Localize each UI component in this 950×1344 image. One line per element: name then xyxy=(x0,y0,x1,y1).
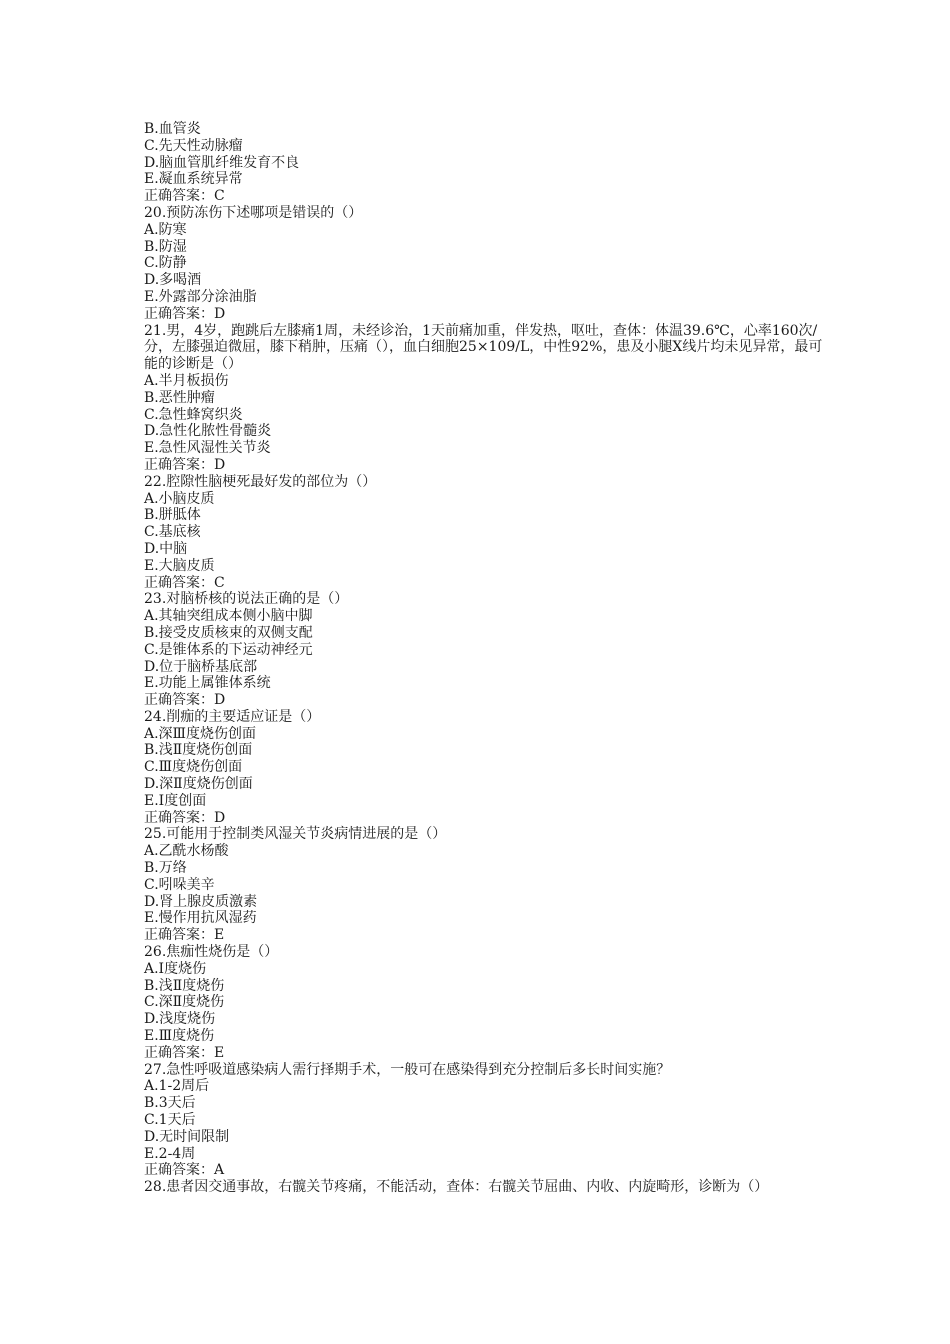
answer-option: A.Ⅰ度烧伤 xyxy=(144,960,207,977)
answer-option: D.无时间限制 xyxy=(144,1128,230,1145)
answer-option: E.2-4周 xyxy=(144,1145,196,1162)
answer-option: C.急性蜂窝织炎 xyxy=(144,406,243,423)
answer-option: B.防湿 xyxy=(144,238,187,255)
question-stem: 21.男，4岁，跑跳后左膝痛1周，未经诊治，1天前痛加重，伴发热，呕吐，查体：体温39.6℃，心率160次/分，左膝强迫微屈，膝下稍肿，压痛（），血白细胞25×109/L，中性92%，患及小腿X线片均未见异常，最可能的诊断是（） xyxy=(144,322,823,373)
answer-option: C.防静 xyxy=(144,255,187,272)
question-stem: 22.腔隙性脑梗死最好发的部位为（） xyxy=(144,473,377,490)
correct-answer: 正确答案：D xyxy=(144,692,226,709)
question-stem: 20.预防冻伤下述哪项是错误的（） xyxy=(144,204,363,221)
answer-option: C.基底核 xyxy=(144,524,201,541)
answer-option: A.小脑皮质 xyxy=(144,490,215,507)
question-stem: 28.患者因交通事故，右髋关节疼痛，不能活动，查体：右髋关节屈曲、内收、内旋畸形，诊断为（） xyxy=(144,1179,769,1196)
document-page xyxy=(144,121,824,1196)
answer-option: C.吲哚美辛 xyxy=(144,876,215,893)
answer-option: B.恶性肿瘤 xyxy=(144,389,215,406)
answer-option: C.是锥体系的下运动神经元 xyxy=(144,641,313,658)
answer-option: C.深Ⅱ度烧伤 xyxy=(144,994,225,1011)
answer-option: A.1-2周后 xyxy=(144,1078,210,1095)
correct-answer: 正确答案：C xyxy=(144,574,225,591)
answer-option: C.Ⅲ度烧伤创面 xyxy=(144,759,243,776)
question-stem: 24.削痂的主要适应证是（） xyxy=(144,708,321,725)
answer-option: D.急性化脓性骨髓炎 xyxy=(144,423,272,440)
answer-option: D.深Ⅱ度烧伤创面 xyxy=(144,776,253,793)
question-stem: 27.急性呼吸道感染病人需行择期手术，一般可在感染得到充分控制后多长时间实施？ xyxy=(144,1061,671,1078)
answer-option: B.万络 xyxy=(144,860,187,877)
correct-answer: 正确答案：E xyxy=(144,927,225,944)
correct-answer: 正确答案：D xyxy=(144,809,226,826)
answer-option: E.Ⅲ度烧伤 xyxy=(144,1028,215,1045)
answer-option: E.功能上属锥体系统 xyxy=(144,675,271,692)
answer-option: D.浅度烧伤 xyxy=(144,1011,216,1028)
answer-option: B.胼胝体 xyxy=(144,507,201,524)
correct-answer: 正确答案：C xyxy=(144,188,225,205)
answer-option: D.肾上腺皮质激素 xyxy=(144,893,258,910)
answer-option: D.位于脑桥基底部 xyxy=(144,658,258,675)
correct-answer: 正确答案：D xyxy=(144,305,226,322)
answer-option: E.慢作用抗风湿药 xyxy=(144,910,257,927)
answer-option: D.中脑 xyxy=(144,540,188,557)
answer-option: C.先天性动脉瘤 xyxy=(144,137,243,154)
answer-option: A.防寒 xyxy=(144,221,187,238)
answer-option: B.接受皮质核束的双侧支配 xyxy=(144,624,313,641)
answer-option: B.3天后 xyxy=(144,1095,196,1112)
answer-option: C.1天后 xyxy=(144,1112,196,1129)
answer-option: A.乙酰水杨酸 xyxy=(144,843,229,860)
answer-option: B.浅Ⅱ度烧伤创面 xyxy=(144,742,253,759)
question-stem: 26.焦痂性烧伤是（） xyxy=(144,944,279,961)
answer-option: B.血管炎 xyxy=(144,121,201,137)
answer-option: A.深Ⅲ度烧伤创面 xyxy=(144,725,257,742)
answer-option: B.浅Ⅱ度烧伤 xyxy=(144,977,225,994)
answer-option: E.大脑皮质 xyxy=(144,557,215,574)
answer-option: E.凝血系统异常 xyxy=(144,171,243,188)
question-stem: 23.对脑桥核的说法正确的是（） xyxy=(144,591,349,608)
answer-option: E.外露部分涂油脂 xyxy=(144,288,257,305)
answer-option: D.脑血管肌纤维发育不良 xyxy=(144,154,300,171)
correct-answer: 正确答案：D xyxy=(144,456,226,473)
answer-option: D.多喝酒 xyxy=(144,272,202,289)
answer-option: A.半月板损伤 xyxy=(144,372,229,389)
correct-answer: 正确答案：E xyxy=(144,1044,225,1061)
correct-answer: 正确答案：A xyxy=(144,1162,225,1179)
answer-option: E.急性风湿性关节炎 xyxy=(144,440,271,457)
answer-option: A.其轴突组成本侧小脑中脚 xyxy=(144,608,313,625)
answer-option: E.Ⅰ度创面 xyxy=(144,792,207,809)
question-stem: 25.可能用于控制类风湿关节炎病情进展的是（） xyxy=(144,826,447,843)
